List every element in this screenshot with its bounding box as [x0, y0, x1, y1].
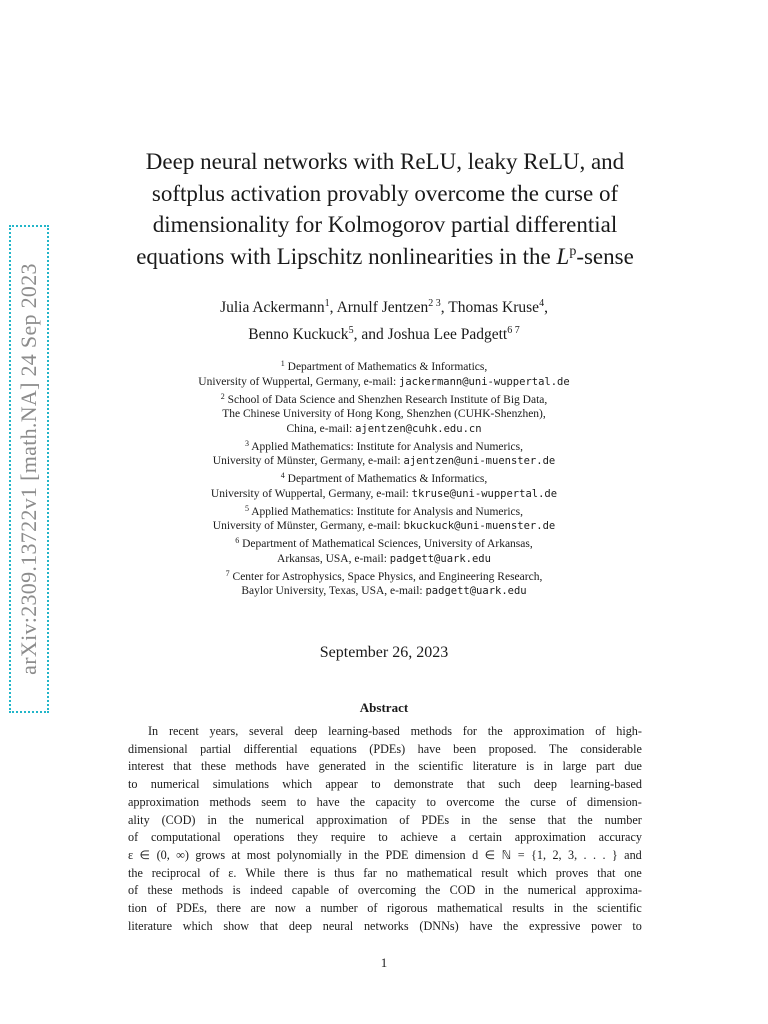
- affiliation-text: Applied Mathematics: Institute for Analysis and Numerics,: [248, 440, 524, 453]
- author-affil-mark: 1: [324, 298, 330, 309]
- affiliation-list: [110, 360, 658, 602]
- author-name: , Arnulf Jentzen: [329, 299, 429, 316]
- author-line: [100, 294, 668, 321]
- affiliation-number: 7: [225, 568, 230, 578]
- arxiv-stamp-text: arXiv:2309.13722v1 [math.NA] 24 Sep 2023: [16, 263, 41, 675]
- affiliation-line: The Chinese University of Hong Kong, Shenzhen (CUHK-Shenzhen),: [222, 408, 546, 420]
- affiliation: [110, 360, 658, 389]
- email-address: bkuckuck@uni-muenster.de: [403, 520, 556, 532]
- affiliation-line: [110, 375, 658, 390]
- title-superscript: p: [569, 243, 577, 259]
- email-address: ajentzen@cuhk.edu.cn: [355, 422, 482, 435]
- title-line: softplus activation provably overcome the curse of: [151, 180, 619, 206]
- affiliation: [110, 570, 658, 599]
- author-separator: ,: [544, 299, 548, 316]
- affiliation-text: China, e-mail:: [286, 422, 356, 435]
- abstract-line: approximation methods seem to have the capacity to overcome the curse of dimension-: [128, 794, 642, 809]
- affiliation-text: University of Wuppertal, Germany, e-mail:: [210, 487, 412, 500]
- arxiv-stamp: [9, 225, 49, 713]
- affiliation: [110, 472, 658, 501]
- email-address: padgett@uark.edu: [389, 552, 491, 565]
- abstract-line: interest that these methods have generated in the scientific literature is in large part due: [128, 759, 642, 774]
- affiliation-line: [110, 422, 658, 437]
- author-affil-mark: 6 7: [507, 325, 520, 336]
- affiliation-line: [110, 537, 658, 552]
- affiliation-number: 1: [280, 359, 285, 368]
- abstract-line: literature which show that deep neural networks (DNNs) have the expressive power to: [128, 918, 642, 933]
- affiliation: [110, 440, 658, 469]
- affiliation-number: 6: [235, 536, 240, 545]
- affiliation-number: 3: [244, 438, 249, 448]
- paper-title: [80, 146, 690, 272]
- affiliation-text: Arkansas, USA, e-mail:: [277, 552, 390, 565]
- affiliation-line: [110, 454, 658, 469]
- email-address: padgett@uark.edu: [425, 585, 527, 597]
- publication-date: September 26, 2023: [319, 644, 449, 661]
- abstract-line: the reciprocal of ε. While there is thus far no mathematical result which proves that one: [128, 865, 642, 880]
- affiliation-text: Center for Astrophysics, Space Physics, and Engineering Research,: [229, 570, 543, 583]
- abstract-line: dimensional partial differential equations (PDEs) have been proposed. The considerable: [128, 741, 642, 756]
- author-affil-mark: 4: [539, 298, 545, 309]
- author-affil-mark: 2 3: [428, 298, 441, 309]
- email-address: jackermann@uni-wuppertal.de: [399, 375, 570, 388]
- abstract-line: ε ∈ (0, ∞) grows at most polynomially in the PDE dimension d ∈ ℕ = {1, 2, 3, . . . } and: [128, 847, 642, 862]
- affiliation-line: [110, 360, 658, 375]
- title-line: dimensionality for Kolmogorov partial differential: [152, 212, 618, 237]
- affiliation: [110, 393, 658, 437]
- affiliation-text: University of Münster, Germany, e-mail:: [212, 520, 404, 532]
- abstract-line: ality (COD) in the numerical approximation of PDEs in the sense that the number: [128, 812, 642, 827]
- affiliation-line: [110, 472, 658, 487]
- affiliation-text: Department of Mathematics & Informatics,: [284, 361, 488, 373]
- affiliation-line: [110, 570, 658, 585]
- email-address: ajentzen@uni-muenster.de: [403, 455, 556, 467]
- affiliation-text: Department of Mathematics & Informatics,: [284, 473, 488, 485]
- title-line-text: -sense: [576, 243, 634, 269]
- author-affil-mark: 5: [348, 325, 354, 336]
- abstract-heading: Abstract: [359, 700, 409, 715]
- page-number: 1: [380, 955, 388, 970]
- affiliation-text: Department of Mathematical Sciences, University of Arkansas,: [239, 538, 533, 550]
- abstract-line: of computational operations they require to achieve a certain approximation accuracy: [128, 830, 642, 845]
- affiliation-line: [110, 552, 658, 567]
- title-line-text: equations with Lipschitz nonlinearities in the: [136, 243, 557, 269]
- abstract-line: to numerical simulations which appear to demonstrate that such deep learning-based: [128, 777, 642, 792]
- author-list: [100, 294, 668, 348]
- affiliation-line: [110, 440, 658, 455]
- author-name: , and Joshua Lee Padgett: [353, 326, 508, 343]
- affiliation-text: Applied Mathematics: Institute for Analysis and Numerics,: [248, 505, 524, 518]
- affiliation-line: [110, 584, 658, 599]
- abstract-line: tion of PDEs, there are now a number of rigorous mathematical results in the scientific: [128, 901, 642, 916]
- affiliation: [110, 537, 658, 566]
- affiliation-line: [110, 393, 658, 408]
- affiliation-text: University of Münster, Germany, e-mail:: [212, 455, 404, 467]
- affiliation-text: University of Wuppertal, Germany, e-mail:: [198, 375, 400, 388]
- affiliation-text: School of Data Science and Shenzhen Research Institute of Big Data,: [224, 393, 548, 406]
- affiliation-number: 5: [244, 503, 249, 513]
- title-variable: L: [556, 243, 570, 269]
- email-address: tkruse@uni-wuppertal.de: [411, 487, 558, 500]
- title-line: [80, 241, 690, 273]
- affiliation-line: [110, 519, 658, 534]
- affiliation: [110, 505, 658, 534]
- affiliation-line: [110, 505, 658, 520]
- affiliation-number: 4: [280, 471, 285, 480]
- author-name: Julia Ackermann: [220, 299, 325, 316]
- author-name: Benno Kuckuck: [248, 326, 349, 343]
- author-name: , Thomas Kruse: [440, 299, 540, 316]
- affiliation-text: Baylor University, Texas, USA, e-mail:: [241, 585, 426, 597]
- affiliation-number: 2: [220, 391, 225, 401]
- abstract-line: of these methods is indeed capable of overcoming the COD in the numerical approxima-: [128, 883, 642, 898]
- title-line: Deep neural networks with ReLU, leaky ReLU, and: [145, 149, 625, 174]
- author-line: [100, 321, 668, 348]
- affiliation-line: [110, 487, 658, 502]
- abstract-body: [128, 723, 642, 935]
- abstract-line: In recent years, several deep learning-based methods for the approximation of high-: [148, 724, 642, 738]
